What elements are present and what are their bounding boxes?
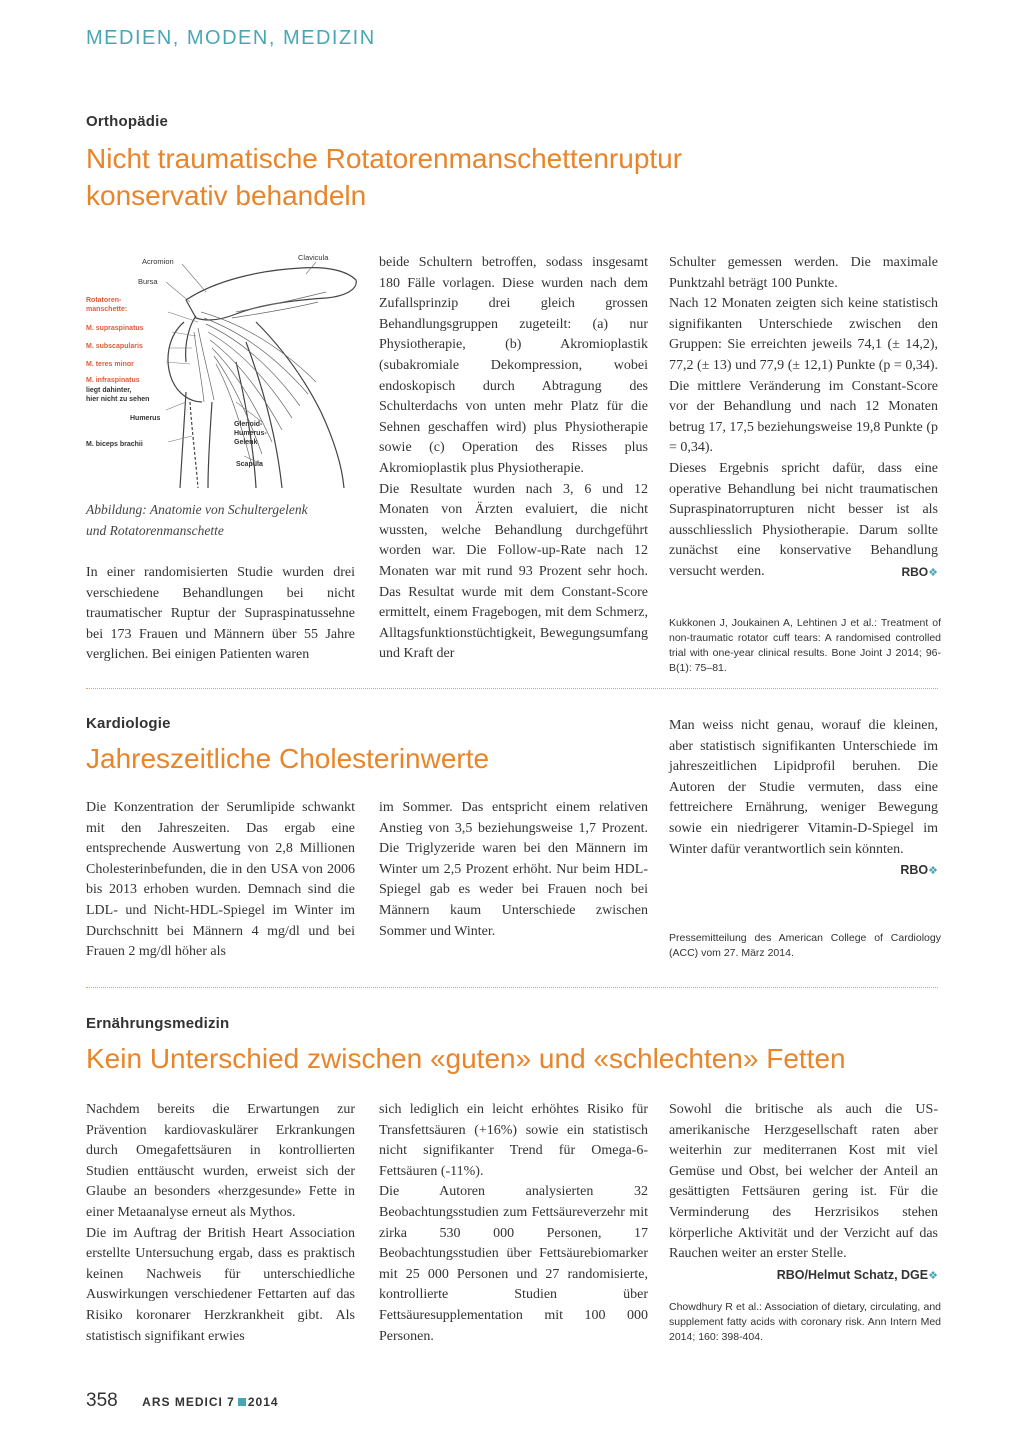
article3-col1a-text: Nachdem bereits die Erwartungen zur Prävention kardiovaskulärer Erkrankungen durch Omegafettsäuren in kontrollierten Studien enttäuscht wurden, erweist sich der Glaube an besonders «herzgesunde» Fette in einer Metaanalyse erneut als Mythos. [86,1102,355,1220]
article1-col3a-text: Schulter gemessen werden. Die maximale Punktzahl beträgt 100 Punkte. [669,255,938,291]
page-footer [86,1390,279,1412]
label-liegt1: liegt dahinter, [86,387,132,394]
article2-kicker: Kardiologie [86,715,171,732]
section-divider [86,688,938,689]
article2-col1-text: Die Konzentration der Serumlipide schwankt mit den Jahreszeiten. Das ergab eine entsprechende Auswertung von 2,8 Millionen Cholesterinbefunden, die in den USA von 2006 bis 2013 erhoben wurden. Demnach sind die LDL- und Nicht-HDL-Spiegel im Winter im Durchschnitt bei Männern 4 mg/dl und bei Frauen 2 mg/dl höher als [86,800,355,960]
article1-col1-text: In einer randomisierten Studie wurden drei verschiedene Behandlungen bei nicht traumatischer Ruptur der Supraspinatussehne bei 173 Frauen und Männern über 55 Jahre verglichen. Bei einigen Patienten waren [86,565,355,663]
article3-column2 [379,1100,648,1347]
shoulder-anatomy-figure [86,252,362,488]
section-header: MEDIEN, MODEN, MEDIZIN [86,27,376,49]
label-humerus: Humerus [130,415,161,422]
article1-col2-text: beide Schultern betroffen, sodass insgesamt 180 Fälle vorlagen. Diese wurden nach dem Zufallsprinzip drei gleich grossen Behandlungsgruppen zugeteilt: (a) nur Physiotherapie, (b) Akromioplastik (subakromiale Dekompression, wobei endoskopisch durch Abtragung des Schulterdachs von unten mehr Platz für die Sehnen geschaffen wird) plus Physiotherapie sowie (c) Operation des Risses plus Akromioplastik plus Physiotherapie. [379,255,648,476]
label-liegt2: hier nicht zu sehen [86,396,150,403]
article2-title: Jahreszeitliche Cholesterinwerte [86,743,490,774]
diamond-icon: ❖ [928,566,938,579]
article1-kicker: Orthopädie [86,113,169,130]
page-number: 358 [86,1390,118,1411]
article1-title-line1: Nicht traumatische Rotatorenmanschettenruptur [86,143,683,174]
section-divider [86,987,938,988]
article1-column1 [86,563,355,666]
article3-col2a-text: sich lediglich ein leicht erhöhtes Risiko für Transfettsäuren (+16%) sowie ein statistisch nicht signifikanter Trend für Omega-6-Fettsäuren (-11%). [379,1102,648,1179]
article3-col1b-text: Die im Auftrag der British Heart Association erstellte Untersuchung ergab, dass es praktisch keinen Nachweis für unterschiedliche Auswirkungen verschiedener Fettarten auf das Risiko koronarer Herzkrankheit gibt. Als statistisch signifikant erwies [86,1225,355,1344]
article3-col3-text: Sowohl die britische als auch die US-amerikanische Herzgesellschaft raten aber weiterhin zur mediterranen Kost mit viel Gemüse und Obst, bei welcher der Anteil an gesättigten Fettsäuren gering ist. Für die Verminderung des Herzrisikos stehen körperliche Aktivität und der Verzicht auf das Rauchen weiter an erster Stelle. [669,1102,938,1262]
square-icon [238,1398,246,1406]
article1-reference: Kukkonen J, Joukainen A, Lehtinen J et al.: Treatment of non-traumatic rotator cuff tears: A randomised controlled trial with one-year clinical results. Bone Joint J 2014; 96-B(1): 75–81. [669,617,941,674]
diamond-icon: ❖ [928,865,938,878]
label-biceps: M. biceps brachii [86,441,143,448]
label-glenoid3: Gelenk [234,439,258,446]
label-scapula: Scapula [236,461,263,468]
article3-column1 [86,1100,355,1347]
article3-reference: Chowdhury R et al.: Association of dietary, circulating, and supplement fatty acids with coronary risk. Ann Intern Med 2014; 160: 398-404. [669,1301,941,1343]
figure-caption [86,500,356,541]
shoulder-anatomy-illustration [86,252,362,488]
label-glenoid2: Humerus- [234,430,267,437]
article1-col3c-text: Dieses Ergebnis spricht dafür, dass eine operative Behandlung bei nicht traumatischen Supraspinatorrupturen nicht besser ist als ausschliesslich Physiotherapie. Darum sollte zunächst eine konservative Behandlung versucht werden. RBO❖ [669,459,938,583]
label-glenoid1: Glenoid- [234,421,263,428]
article2-column2 [379,798,648,942]
label-bursa: Bursa [138,277,158,286]
article2-reference: Pressemitteilung des American College of Cardiology (ACC) vom 27. März 2014. [669,932,941,959]
diamond-icon: ❖ [928,1269,938,1282]
article2-col3-text: Man weiss nicht genau, worauf die kleinen, aber statistisch signifikanten Unterschiede im jahreszeitlichen Lipidprofil beruhen. Die Autoren der Studie vermuten, dass eine fettreichere Ernährung, weniger Bewegung sowie ein niedrigerer Vitamin-D-Spiegel im Winter dafür verantwortlich sein könnten. [669,718,938,857]
label-infraspinatus: M. infraspinatus [86,377,140,384]
article1-column2 [379,253,648,665]
article3-column3 [669,1100,938,1286]
article1-column3 [669,253,938,584]
article3-col2b-text: Die Autoren analysierten 32 Beobachtungsstudien zum Fettsäureverzehr mit zirka 530 000 Personen, 17 Beobachtungsstudien über Fettsäurebiomarker mit 25 000 Personen und 27 randomisierte, kontrollierte Studien über Fettsäuresupplementation mit 100 000 Personen. [379,1184,648,1344]
label-acromion: Acromion [142,257,174,266]
article1-signature: RBO❖ [901,564,938,579]
label-rotatoren1: Rotatoren- [86,297,122,304]
article1-col2b-text: Die Resultate wurden nach 3, 6 und 12 Monaten von Ärzten evaluiert, die nicht wussten, welche Behandlung durchgeführt worden war. Die Follow-up-Rate nach 12 Monaten war mit rund 93 Prozent sehr hoch. Das Resultat wurde mit dem Constant-Score ermittelt, einem Fragebogen, mit dem Schmerz, Alltagsfunktionstüchtigkeit, Bewegungsumfang und Kraft der [379,481,648,662]
article2-signature: RBO❖ [900,863,938,878]
article3-title: Kein Unterschied zwischen «guten» und «schlechten» Fetten [86,1043,846,1074]
article2-column3 [669,716,938,882]
caption-line2: und Rotatorenmanschette [86,522,224,538]
label-supraspinatus: M. supraspinatus [86,325,144,332]
journal-year: 2014 [247,1395,279,1409]
label-teres-minor: M. teres minor [86,361,134,368]
article1-col3b-text: Nach 12 Monaten zeigten sich keine statistisch signifikanten Unterschiede zwischen den Gruppen: Sie erreichten jeweils 74,1 (± 14,2), 77,2 (± 13) und 77,9 (± 12,1) Punkte (p = 0,34). Die mittlere Veränderung im Constant-Score vor der Behandlung und nach 12 Monaten betrug 17, 17,5 beziehungsweise 19,8 Punkte (p = 0,34). [669,296,938,456]
article2-col2-text: im Sommer. Das entspricht einem relativen Anstieg von 3,5 beziehungsweise 1,7 Prozent. Die Triglyzeride waren bei den Männern im Winter um 2,5 Prozent erhöht. Nur beim HDL-Spiegel gab es weder bei Frauen noch bei Männern kaum Unterschiede zwischen Sommer und Winter. [379,800,648,939]
article2-column1 [86,798,355,963]
article3-signature: RBO/Helmut Schatz, DGE❖ [776,1267,938,1282]
label-subscapularis: M. subscapularis [86,343,143,350]
caption-line1: Abbildung: Anatomie von Schultergelenk [86,502,308,517]
article3-kicker: Ernährungsmedizin [86,1015,230,1032]
journal-name: ARS MEDICI 7 [142,1395,235,1409]
article1-title [86,140,682,214]
article1-title-line2: konservativ behandeln [86,180,367,211]
label-clavicula: Clavicula [298,253,329,262]
label-rotatoren2: manschette: [86,306,128,313]
